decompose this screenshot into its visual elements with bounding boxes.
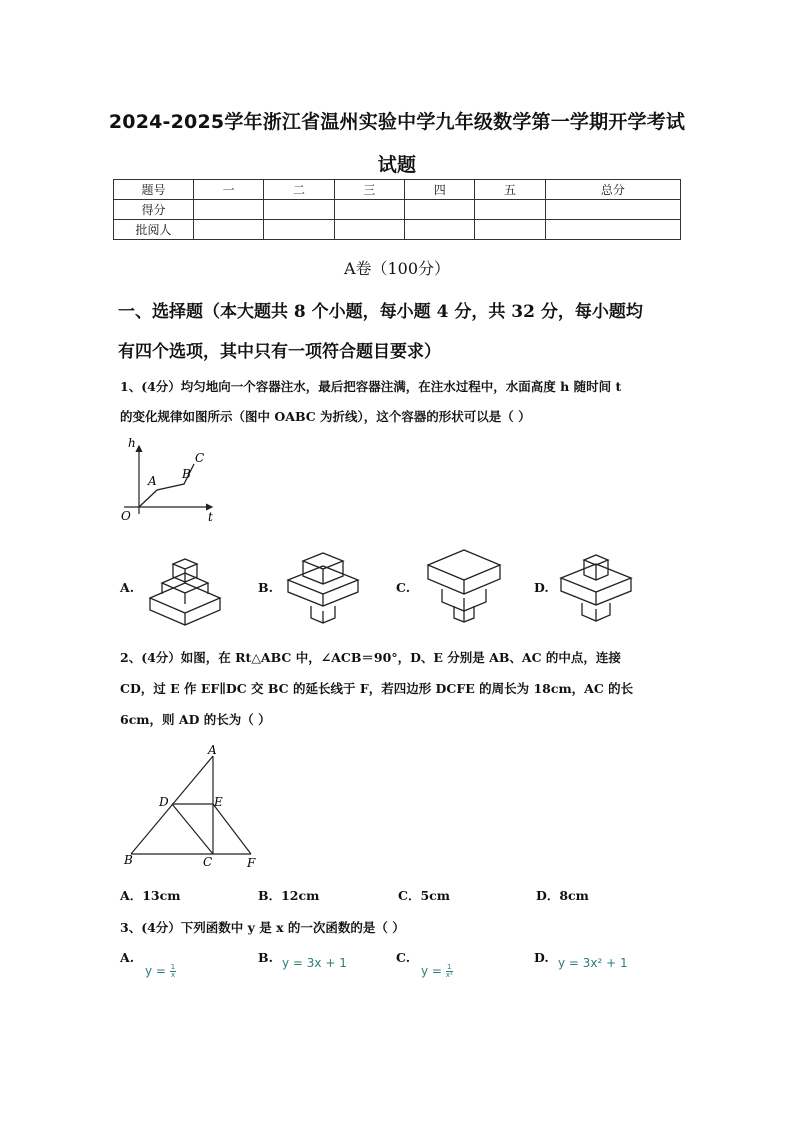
score-table <box>113 179 681 240</box>
q2-option-b[interactable]: B．12cm <box>258 888 320 903</box>
page-title: 2024-2025学年浙江省温州实验中学九年级数学第一学期开学考试 <box>108 111 686 133</box>
q3-option-d-formula: y = 3x² + 1 <box>558 956 628 970</box>
label-d: D <box>159 795 169 809</box>
grader-cell[interactable] <box>545 220 680 240</box>
q3-option-c-formula <box>421 964 453 979</box>
q1-option-b-label[interactable]: B. <box>258 580 273 595</box>
container-d-image <box>556 548 636 628</box>
question-2-text-cont: CD，过 E 作 EF∥DC 交 BC 的延长线于 F，若四边形 DCFE 的周长为 18cm，AC 的长 <box>120 681 634 696</box>
score-cell[interactable] <box>194 200 264 220</box>
table-header-cell: 三 <box>334 180 404 200</box>
q3-option-b-formula: y = 3x + 1 <box>282 956 347 970</box>
q3-option-a-formula <box>145 964 176 979</box>
grader-cell[interactable] <box>405 220 475 240</box>
question-3-text: 3、(4分）下列函数中 y 是 x 的一次函数的是（ ） <box>120 920 405 935</box>
fraction-numerator: 1 <box>447 963 452 971</box>
label-h: h <box>128 436 136 450</box>
table-header-cell: 一 <box>194 180 264 200</box>
table-header-cell: 二 <box>264 180 334 200</box>
formula-lhs: y = <box>421 964 446 978</box>
score-cell[interactable] <box>334 200 404 220</box>
q3-option-c-label[interactable]: C. <box>396 950 411 965</box>
q3-option-a-label[interactable]: A. <box>120 950 135 965</box>
q2-option-c[interactable]: C．5cm <box>398 888 450 903</box>
label-b: B <box>182 467 191 481</box>
section-heading: 一、选择题（本大题共 8 个小题，每小题 4 分，共 32 分，每小题均 <box>118 302 643 322</box>
table-row <box>114 200 681 220</box>
table-header-cell: 五 <box>475 180 545 200</box>
page-title-cont: 试题 <box>377 154 417 176</box>
question-2-text: 2、(4分）如图，在 Rt△ABC 中，∠ACB＝90°，D、E 分别是 AB、AC 的中点，连接 <box>120 650 621 665</box>
q1-option-a-label[interactable]: A. <box>120 580 135 595</box>
grader-cell[interactable] <box>194 220 264 240</box>
label-b: B <box>124 853 133 867</box>
fraction <box>446 964 453 979</box>
container-c-image <box>424 546 504 628</box>
label-f: F <box>247 856 256 870</box>
formula-lhs: y = <box>145 964 170 978</box>
fraction-denominator: x <box>170 971 176 979</box>
label-e: E <box>214 795 223 809</box>
q2-option-a[interactable]: A．13cm <box>120 888 181 903</box>
score-cell[interactable] <box>264 200 334 220</box>
table-row-label: 批阅人 <box>114 220 194 240</box>
q3-option-b-label[interactable]: B. <box>258 950 273 965</box>
table-header-cell: 总分 <box>545 180 680 200</box>
container-b-image <box>283 548 363 628</box>
question-1-text: 1、(4分）均匀地向一个容器注水，最后把容器注满，在注水过程中，水面高度 h 随时间 t <box>120 379 622 394</box>
q2-option-d[interactable]: D．8cm <box>536 888 589 903</box>
label-a: A <box>148 474 157 488</box>
table-header-cell: 四 <box>405 180 475 200</box>
fraction <box>170 964 176 979</box>
container-a-image <box>145 550 225 632</box>
q1-option-c-label[interactable]: C. <box>396 580 411 595</box>
question-1-text-cont: 的变化规律如图所示（图中 OABC 为折线），这个容器的形状可以是（ ） <box>120 409 531 424</box>
grader-cell[interactable] <box>334 220 404 240</box>
fraction-numerator: 1 <box>170 963 176 971</box>
score-cell[interactable] <box>545 200 680 220</box>
table-row <box>114 220 681 240</box>
fraction-denominator: x² <box>445 971 453 979</box>
table-row-label: 得分 <box>114 200 194 220</box>
grader-cell[interactable] <box>475 220 545 240</box>
q1-graph <box>112 434 224 526</box>
label-a: A <box>208 743 217 757</box>
question-2-text-cont2: 6cm，则 AD 的长为（ ） <box>120 712 271 727</box>
label-c: C <box>203 855 213 869</box>
score-cell[interactable] <box>405 200 475 220</box>
q2-triangle-figure <box>120 740 270 872</box>
score-cell[interactable] <box>475 200 545 220</box>
label-o: O <box>121 509 131 523</box>
q3-option-d-label[interactable]: D. <box>534 950 549 965</box>
table-row <box>114 180 681 200</box>
section-heading-cont: 有四个选项，其中只有一项符合题目要求） <box>118 342 441 362</box>
label-c: C <box>195 451 205 465</box>
section-juan-a: A卷（100分） <box>343 259 451 278</box>
table-header-cell: 题号 <box>114 180 194 200</box>
label-t: t <box>208 510 213 524</box>
grader-cell[interactable] <box>264 220 334 240</box>
q1-option-d-label[interactable]: D. <box>534 580 549 595</box>
